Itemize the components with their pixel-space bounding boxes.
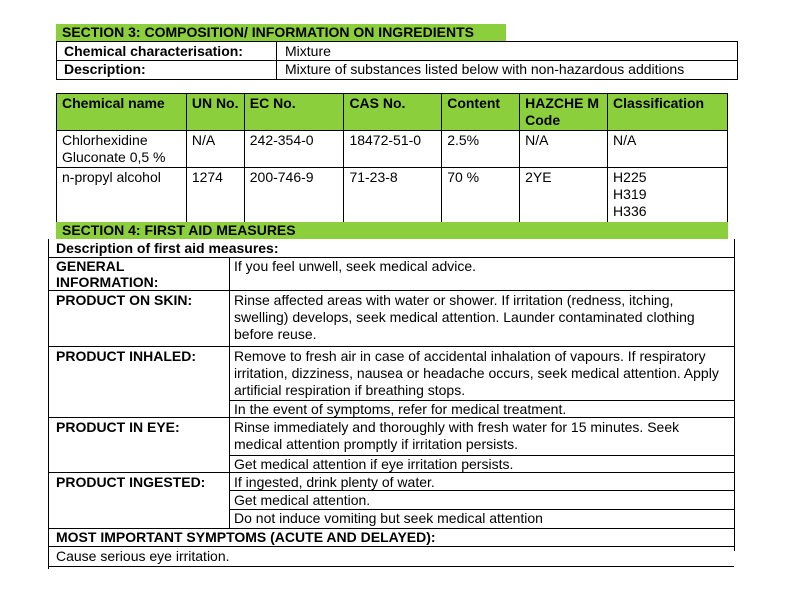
ingested-text-1: If ingested, drink plenty of water. <box>234 474 435 490</box>
cell-classification: N/A <box>608 131 728 168</box>
cell-content: 70 % <box>442 168 520 223</box>
cell-name: Chlorhexidine Gluconate 0,5 % <box>57 131 187 168</box>
symptoms-text: Cause serious eye irritation. <box>56 548 230 564</box>
cell-ec: 200-746-9 <box>244 168 344 223</box>
general-info-text: If you feel unwell, seek medical advice. <box>234 258 477 274</box>
cell-hazchem: 2YE <box>520 168 608 223</box>
header-cas-no: CAS No. <box>344 94 442 131</box>
cell-un: N/A <box>186 131 244 168</box>
cell-hazchem: N/A <box>520 131 608 168</box>
first-aid-description-label: Description of first aid measures: <box>56 240 279 256</box>
description-label: Description: <box>64 61 146 77</box>
table-row <box>57 168 728 223</box>
header-classification: Classification <box>608 94 728 131</box>
table-row <box>57 131 728 168</box>
cell-classification: H225 H319 H336 <box>608 168 728 223</box>
eye-text-2: Get medical attention if eye irritation persists. <box>234 456 514 472</box>
chem-char-value: Mixture <box>285 43 331 59</box>
composition-table <box>56 93 728 223</box>
header-chemical-name: Chemical name <box>57 94 187 131</box>
description-value: Mixture of substances listed below with non-hazardous additions <box>285 61 685 77</box>
cell-ec: 242-354-0 <box>244 131 344 168</box>
cell-content: 2.5% <box>442 131 520 168</box>
cell-cas: 71-23-8 <box>344 168 442 223</box>
table-header-row <box>57 94 728 131</box>
general-info-label: GENERAL INFORMATION: <box>56 258 159 290</box>
eye-text-1: Rinse immediately and thoroughly with fresh water for 15 minutes. Seek medical attention promptly if irritation persists. <box>234 419 680 452</box>
ingested-label: PRODUCT INGESTED: <box>56 474 206 490</box>
cell-cas: 18472-51-0 <box>344 131 442 168</box>
eye-label: PRODUCT IN EYE: <box>56 419 180 435</box>
inhaled-text-1: Remove to fresh air in case of accidental inhalation of vapours. If respiratory irritation, dizziness, nausea or headache occurs, seek medical attention. Apply artificial respiration if breathing stops. <box>234 348 719 398</box>
header-un-no: UN No. <box>186 94 244 131</box>
header-content: Content <box>442 94 520 131</box>
skin-text: Rinse affected areas with water or shower. If irritation (redness, itching, swelling) develops, seek medical attention. Launder contaminated clothing before reuse. <box>234 292 695 342</box>
cell-name: n-propyl alcohol <box>57 168 187 223</box>
header-hazchem: HAZCHE M Code <box>520 94 608 131</box>
skin-label: PRODUCT ON SKIN: <box>56 292 193 308</box>
ingested-text-2: Get medical attention. <box>234 492 371 508</box>
cell-un: 1274 <box>186 168 244 223</box>
chem-char-label: Chemical characterisation: <box>64 43 243 59</box>
inhaled-label: PRODUCT INHALED: <box>56 348 196 364</box>
ingested-text-3: Do not induce vomiting but seek medical attention <box>234 510 543 526</box>
section3-title: SECTION 3: COMPOSITION/ INFORMATION ON INGREDIENTS <box>56 24 506 41</box>
inhaled-text-2: In the event of symptoms, refer for medical treatment. <box>234 401 567 417</box>
symptoms-label: MOST IMPORTANT SYMPTOMS (ACUTE AND DELAYED): <box>56 529 436 545</box>
section4-title: SECTION 4: FIRST AID MEASURES <box>56 222 728 239</box>
header-ec-no: EC No. <box>244 94 344 131</box>
